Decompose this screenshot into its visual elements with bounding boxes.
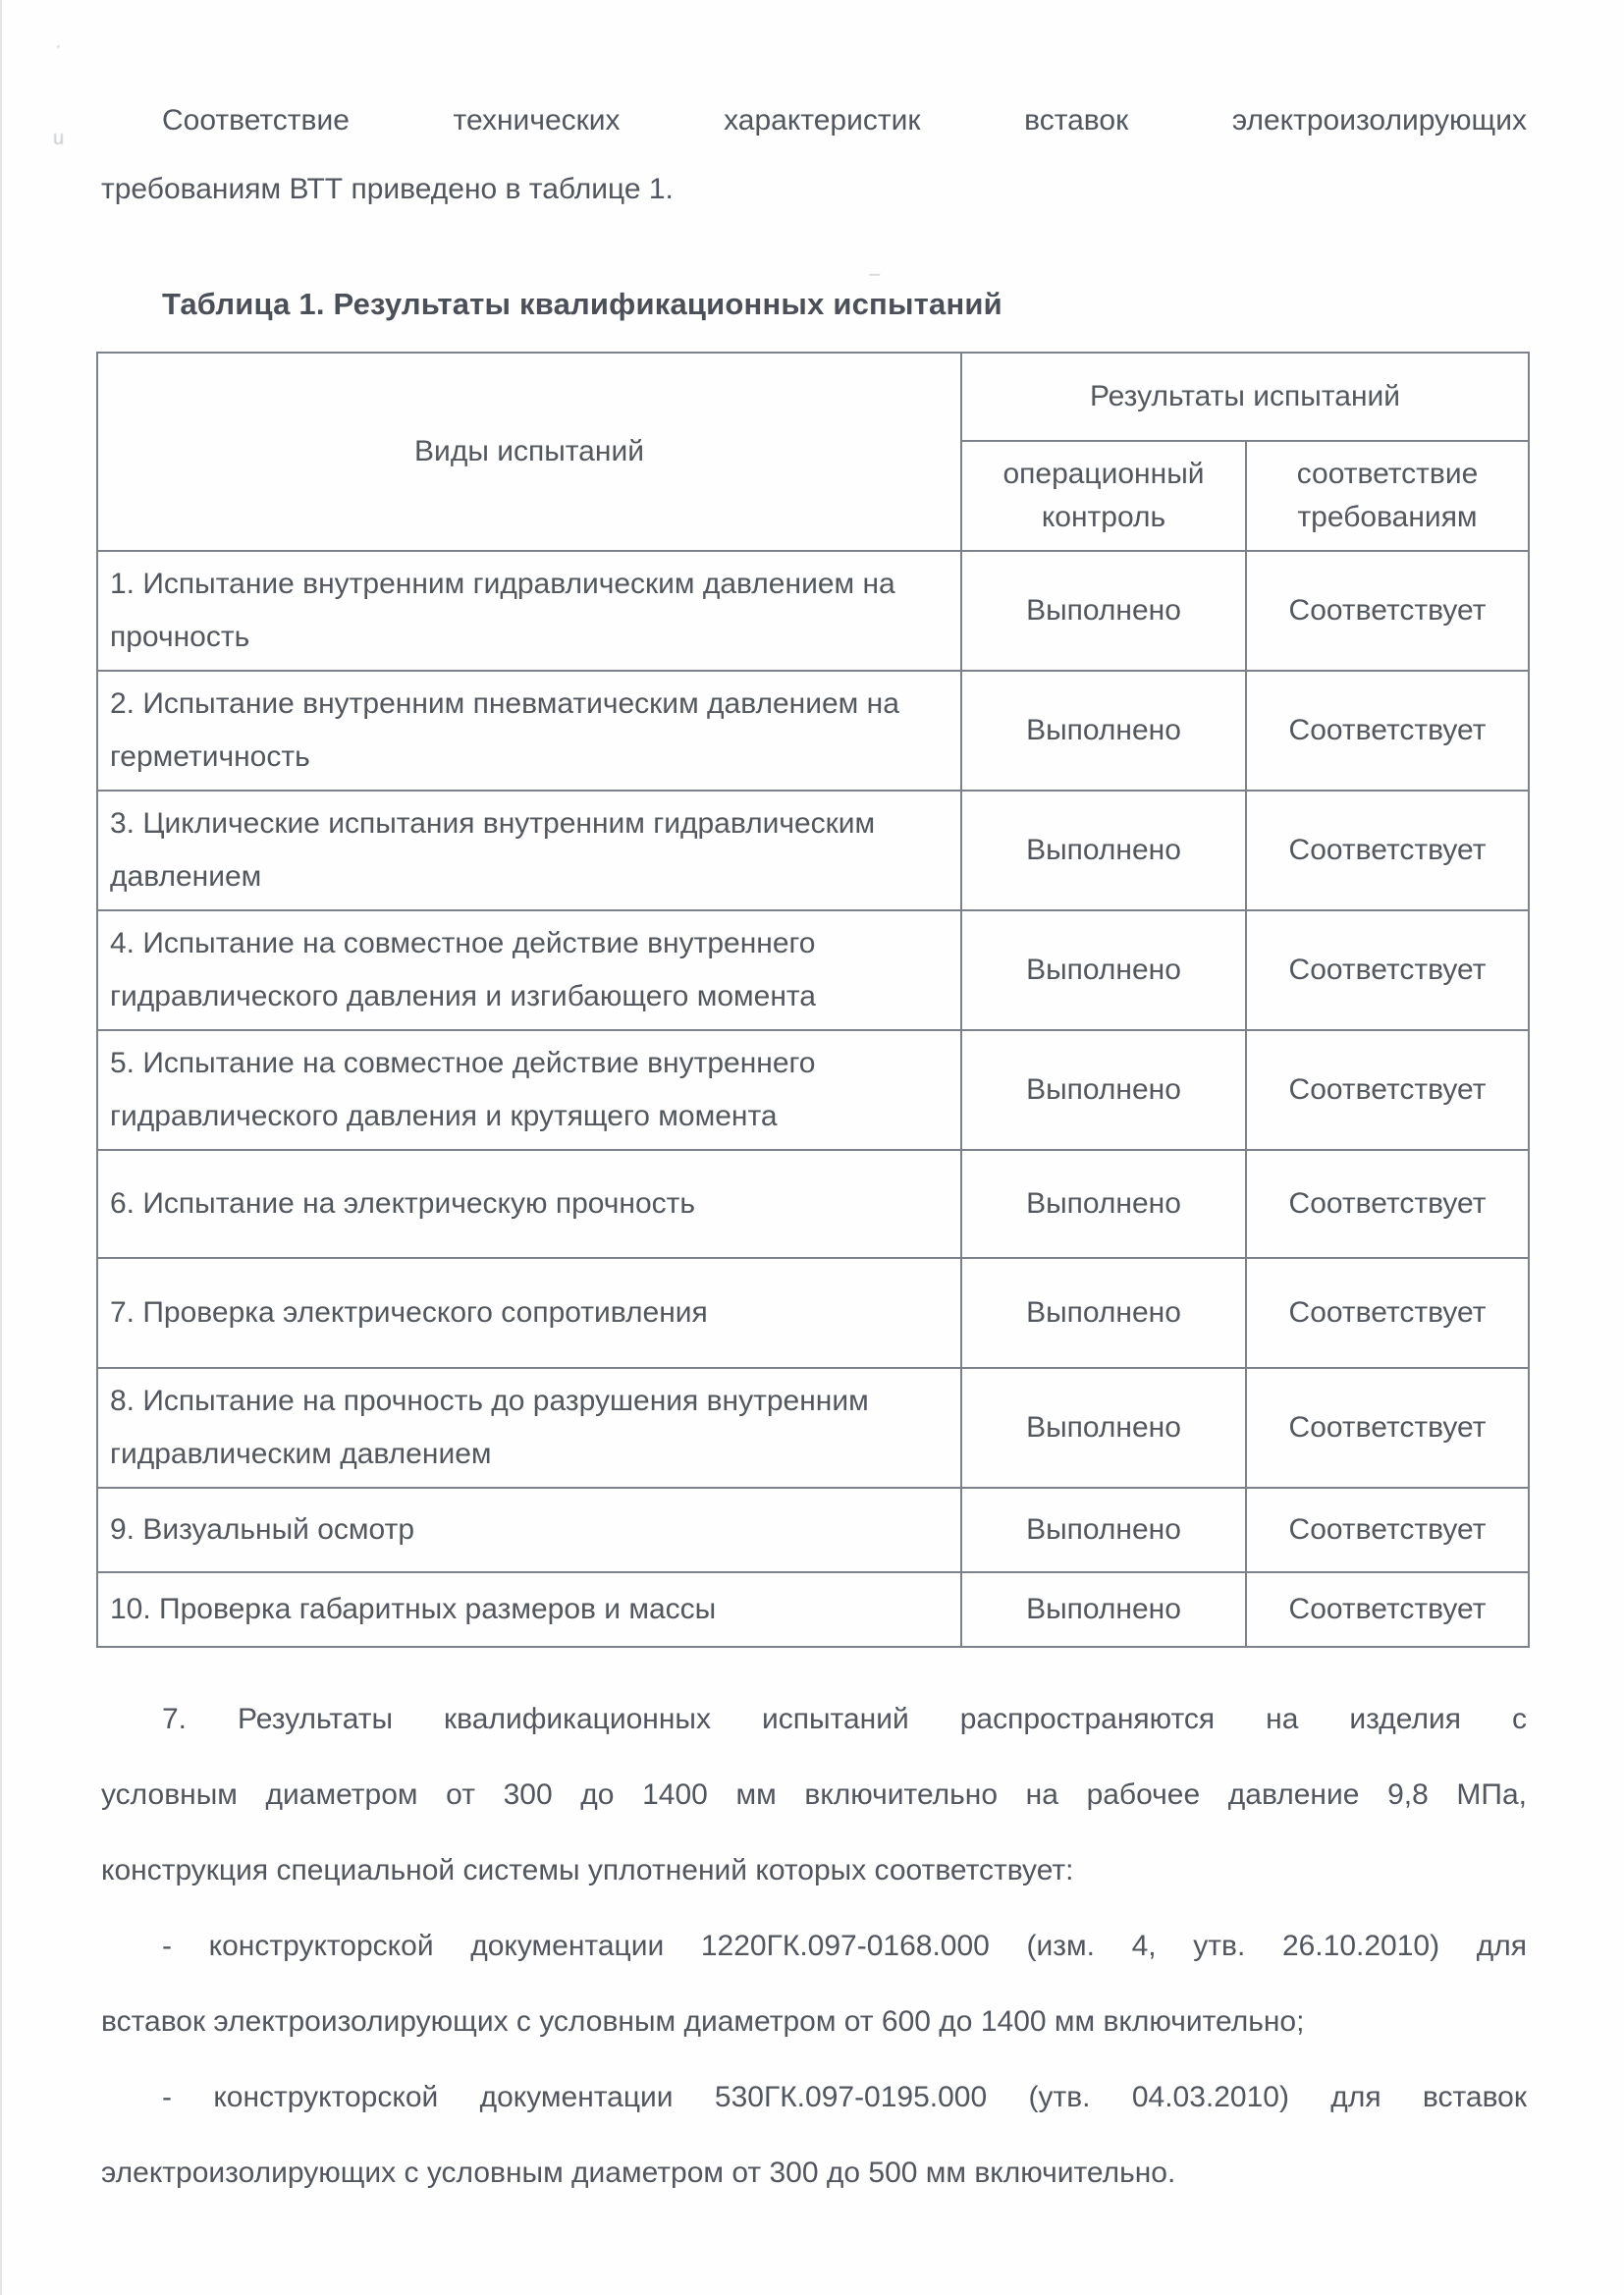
- test-type-cell: 7. Проверка электрического сопротивления: [97, 1258, 961, 1368]
- doc-reference-1-line-2: вставок электроизолирующих с условным диаметром от 600 до 1400 мм включительно;: [101, 2005, 1305, 2038]
- conformance-cell: Соответствует: [1246, 1488, 1529, 1572]
- intro-line-1: Соответствие технических характеристик вставок электроизолирующих: [162, 104, 1527, 137]
- table-row: [97, 551, 1529, 671]
- operational-control-cell: Выполнено: [961, 910, 1246, 1030]
- table-title: Таблица 1. Результаты квалификационных испытаний: [162, 287, 1002, 321]
- operational-control-cell: Выполнено: [961, 1368, 1246, 1488]
- qualification-results-table: [96, 352, 1530, 1648]
- scan-edge-artifact: [0, 0, 2, 2295]
- conformance-cell: Соответствует: [1246, 1150, 1529, 1258]
- conformance-cell: Соответствует: [1246, 671, 1529, 791]
- doc-reference-2-line-2: электроизолирующих с условным диаметром от 300 до 500 мм включительно.: [101, 2157, 1176, 2189]
- paragraph-7-line-2: условным диаметром от 300 до 1400 мм включительно на рабочее давление 9,8 МПа,: [101, 1778, 1527, 1811]
- test-type-cell: 4. Испытание на совместное действие внутреннего гидравлического давления и изгибающего момента: [97, 910, 961, 1030]
- test-type-cell: 5. Испытание на совместное действие внутреннего гидравлического давления и крутящего момента: [97, 1030, 961, 1150]
- table-row: [97, 671, 1529, 791]
- intro-paragraph: [101, 86, 1527, 224]
- paragraph-7-line-1: 7. Результаты квалификационных испытаний распространяются на изделия с: [162, 1703, 1527, 1735]
- test-type-cell: 2. Испытание внутренним пневматическим давлением на герметичность: [97, 671, 961, 791]
- doc-reference-1: [101, 1908, 1527, 2059]
- header-conformance: соответствие требованиям: [1246, 441, 1529, 551]
- paragraph-7: [101, 1681, 1527, 1908]
- header-test-kinds: Виды испытаний: [97, 353, 961, 551]
- test-type-cell: 1. Испытание внутренним гидравлическим давлением на прочность: [97, 551, 961, 671]
- operational-control-cell: Выполнено: [961, 1572, 1246, 1647]
- table-row: [97, 1258, 1529, 1368]
- doc-reference-2-line-1: - конструкторской документации 530ГК.097-0195.000 (утв. 04.03.2010) для вставок: [162, 2081, 1527, 2113]
- header-test-results: Результаты испытаний: [961, 353, 1529, 441]
- conformance-cell: Соответствует: [1246, 910, 1529, 1030]
- table-row: [97, 791, 1529, 910]
- table-header-row-1: [97, 353, 1529, 441]
- table-row: [97, 1488, 1529, 1572]
- table-row: [97, 1030, 1529, 1150]
- conformance-cell: Соответствует: [1246, 1030, 1529, 1150]
- conformance-cell: Соответствует: [1246, 791, 1529, 910]
- scan-speck: u: [53, 128, 65, 149]
- test-type-cell: 3. Циклические испытания внутренним гидравлическим давлением: [97, 791, 961, 910]
- bottom-paragraphs: [101, 1681, 1527, 2211]
- conformance-cell: Соответствует: [1246, 1368, 1529, 1488]
- test-type-cell: 9. Визуальный осмотр: [97, 1488, 961, 1572]
- operational-control-cell: Выполнено: [961, 551, 1246, 671]
- intro-line-2: требованиям ВТТ приведено в таблице 1.: [101, 173, 674, 205]
- conformance-cell: Соответствует: [1246, 1572, 1529, 1647]
- operational-control-cell: Выполнено: [961, 1150, 1246, 1258]
- operational-control-cell: Выполнено: [961, 1030, 1246, 1150]
- test-type-cell: 6. Испытание на электрическую прочность: [97, 1150, 961, 1258]
- conformance-cell: Соответствует: [1246, 1258, 1529, 1368]
- doc-reference-2: [101, 2059, 1527, 2211]
- operational-control-cell: Выполнено: [961, 671, 1246, 791]
- table-row: [97, 1368, 1529, 1488]
- operational-control-cell: Выполнено: [961, 791, 1246, 910]
- scan-speck: ·: [55, 35, 62, 57]
- doc-reference-1-line-1: - конструкторской документации 1220ГК.097-0168.000 (изм. 4, утв. 26.10.2010) для: [162, 1930, 1527, 1962]
- table-row: [97, 1150, 1529, 1258]
- test-type-cell: 8. Испытание на прочность до разрушения внутренним гидравлическим давлением: [97, 1368, 961, 1488]
- scan-speck: –: [869, 263, 881, 285]
- conformance-cell: Соответствует: [1246, 551, 1529, 671]
- test-type-cell: 10. Проверка габаритных размеров и массы: [97, 1572, 961, 1647]
- operational-control-cell: Выполнено: [961, 1258, 1246, 1368]
- header-operational-control: операционный контроль: [961, 441, 1246, 551]
- table-row: [97, 1572, 1529, 1647]
- operational-control-cell: Выполнено: [961, 1488, 1246, 1572]
- table-row: [97, 910, 1529, 1030]
- paragraph-7-line-3: конструкция специальной системы уплотнений которых соответствует:: [101, 1854, 1074, 1886]
